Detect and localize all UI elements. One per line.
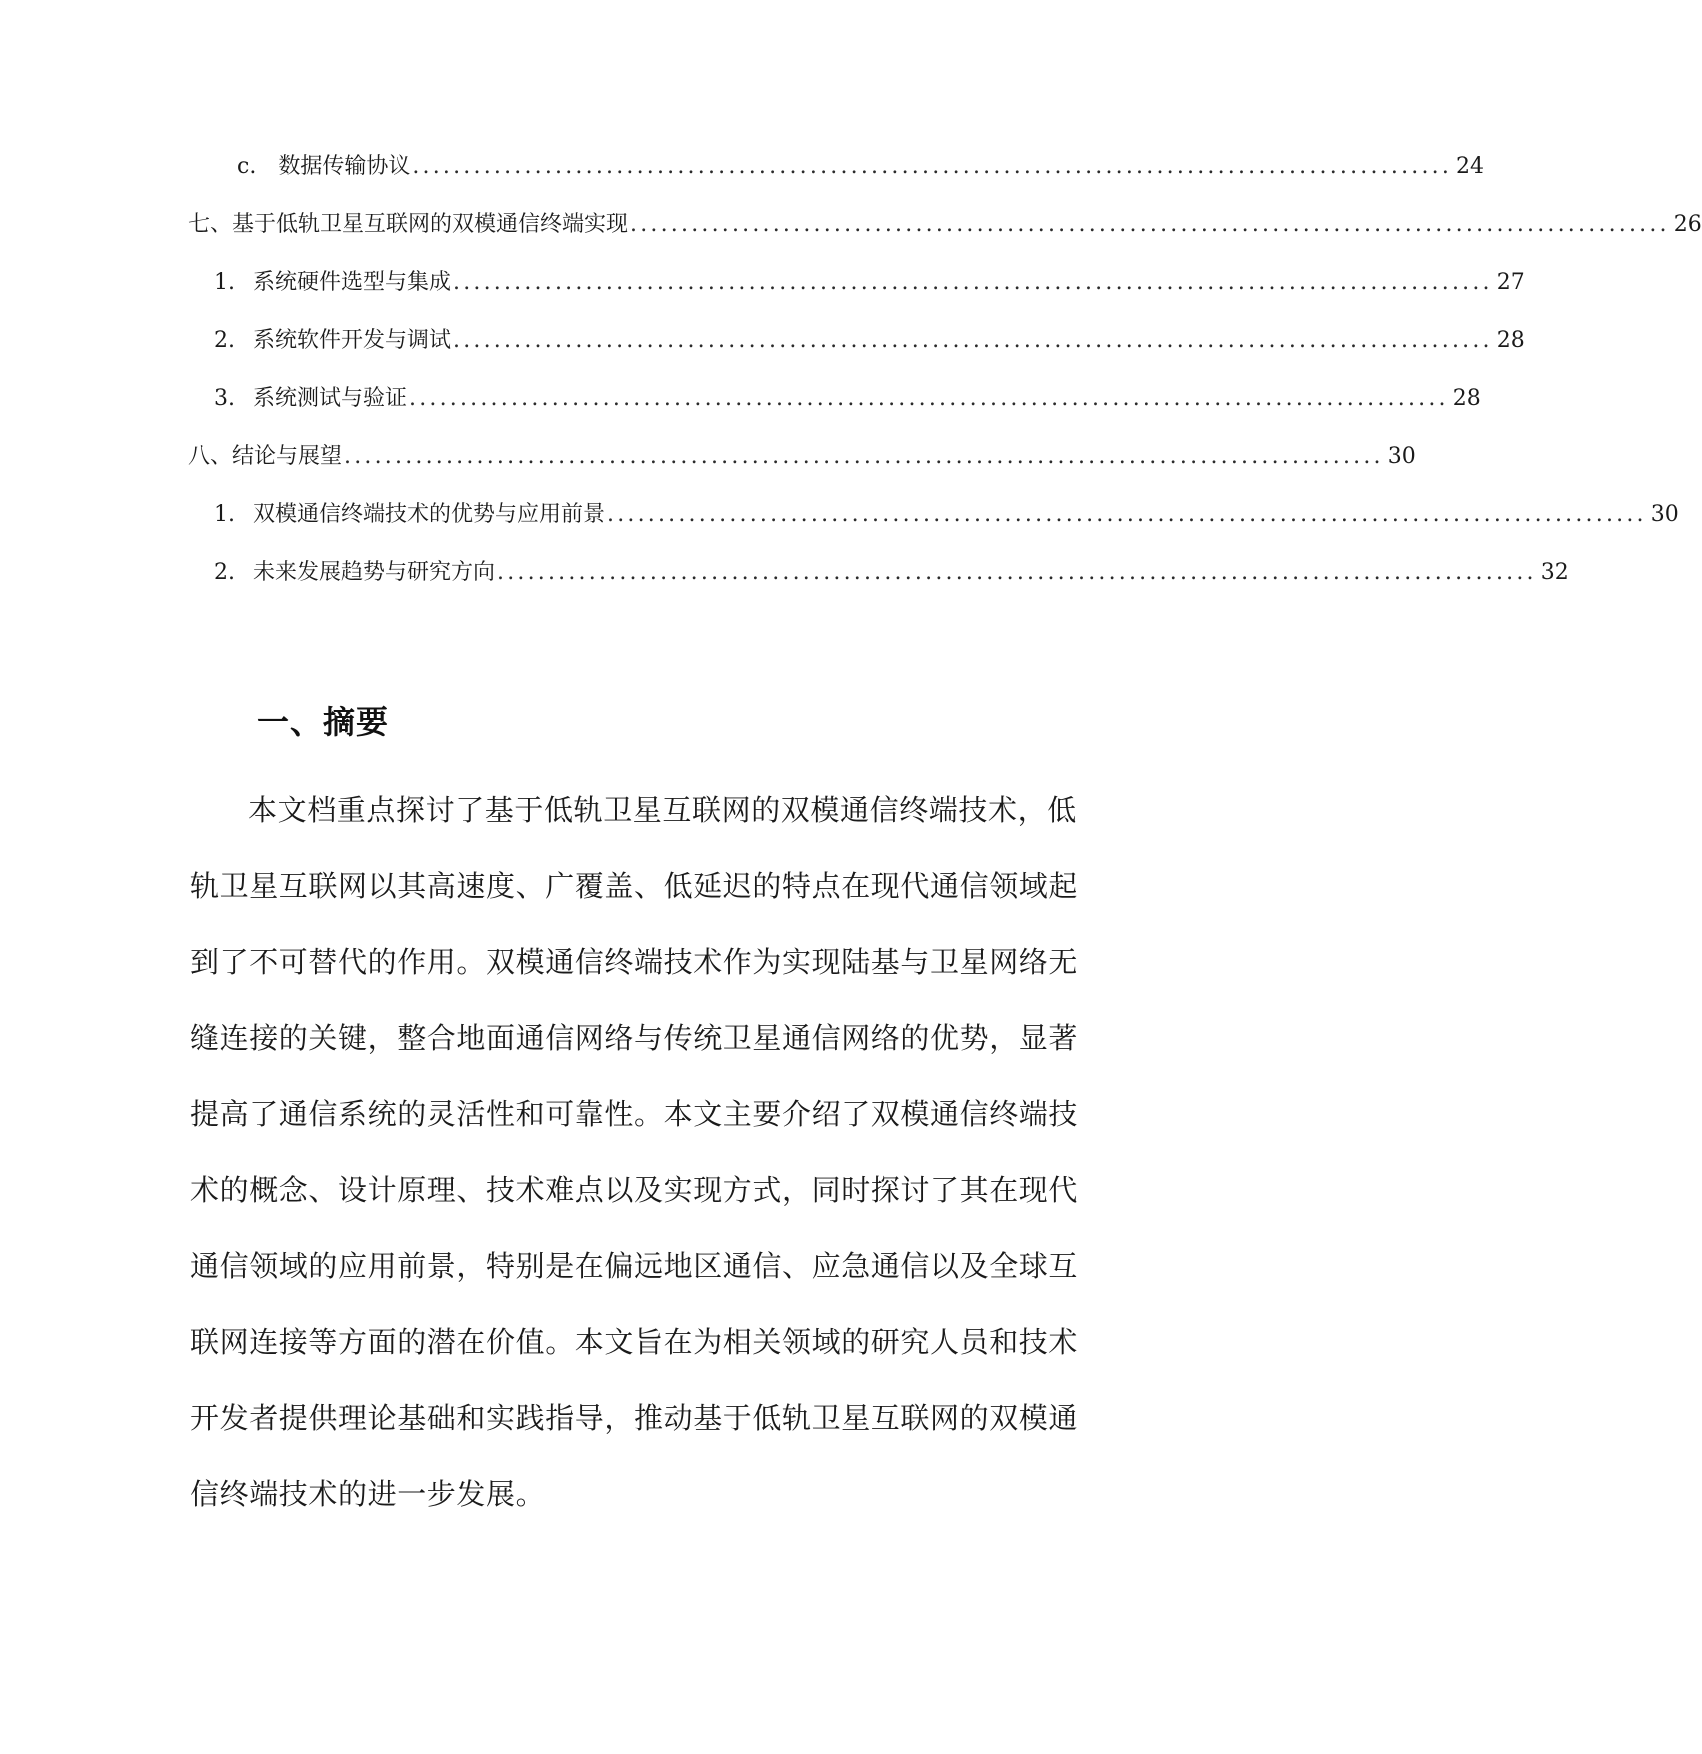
toc-entry-page: 28 <box>1452 386 1481 411</box>
toc-entry-page: 30 <box>1650 502 1679 527</box>
toc-entry-page: 24 <box>1456 154 1485 179</box>
toc-entry-title: 未来发展趋势与研究方向 <box>253 560 496 585</box>
toc-entry-title: 基于低轨卫星互联网的双模通信终端实现 <box>232 212 629 237</box>
toc-leader-dots: ...................................................................................................... <box>497 560 1537 585</box>
toc-leader-dots: ...................................................................................................... <box>412 154 1453 179</box>
paragraph-line: 到了不可替代的作用。双模通信终端技术作为实现陆基与卫星网络无 <box>190 945 1079 979</box>
toc-entry[interactable] <box>214 553 1569 593</box>
paragraph-line: 联网连接等方面的潜在价值。本文旨在为相关领域的研究人员和技术 <box>190 1325 1079 1359</box>
toc-entry-page: 32 <box>1540 560 1569 585</box>
toc-entry-page: 27 <box>1496 270 1525 295</box>
toc-leader-dots: ...................................................................................................... <box>409 386 1449 411</box>
toc-leader-dots: ...................................................................................................... <box>630 212 1670 237</box>
toc-leader-dots: ...................................................................................................... <box>453 328 1493 353</box>
paragraph-line: 术的概念、设计原理、技术难点以及实现方式，同时探讨了其在现代 <box>190 1173 1079 1207</box>
paragraph-line: 本文档重点探讨了基于低轨卫星互联网的双模通信终端技术，低 <box>248 793 1077 827</box>
toc-entry-number: 八、 <box>188 444 233 469</box>
toc-entry-title: 双模通信终端技术的优势与应用前景 <box>253 502 606 527</box>
paragraph-line: 通信领域的应用前景，特别是在偏远地区通信、应急通信以及全球互 <box>190 1249 1079 1283</box>
toc-entry[interactable] <box>188 205 1702 245</box>
toc-leader-dots: ...................................................................................................... <box>344 444 1384 469</box>
paragraph-line: 轨卫星互联网以其高速度、广覆盖、低延迟的特点在现代通信领域起 <box>190 869 1079 903</box>
toc-entry-page: 28 <box>1496 328 1525 353</box>
toc-leader-dots: ...................................................................................................... <box>453 270 1493 295</box>
toc-entry-number: 1. <box>214 502 235 527</box>
toc-entry[interactable] <box>188 437 1416 477</box>
toc-entry-title: 系统软件开发与调试 <box>253 328 452 353</box>
toc-entry-number: 七、 <box>188 212 233 237</box>
toc-leader-dots: ...................................................................................................... <box>607 502 1647 527</box>
toc-entry-number: 1. <box>214 270 235 295</box>
toc-entry[interactable] <box>214 495 1679 535</box>
toc-entry-title: 系统测试与验证 <box>253 386 408 411</box>
toc-entry-page: 30 <box>1387 444 1416 469</box>
toc-entry-title: 系统硬件选型与集成 <box>253 270 452 295</box>
toc-entry-number: 2. <box>214 560 235 585</box>
toc-entry-number: 2. <box>214 328 235 353</box>
toc-entry[interactable] <box>214 379 1481 419</box>
toc-entry-title: 结论与展望 <box>232 444 343 469</box>
toc-entry-page: 26 <box>1673 212 1702 237</box>
paragraph-line: 缝连接的关键，整合地面通信网络与传统卫星通信网络的优势，显著 <box>190 1021 1079 1055</box>
toc-entry[interactable] <box>214 263 1525 303</box>
paragraph-line: 提高了通信系统的灵活性和可靠性。本文主要介绍了双模通信终端技 <box>190 1097 1079 1131</box>
paragraph-line: 开发者提供理论基础和实践指导，推动基于低轨卫星互联网的双模通 <box>190 1401 1079 1435</box>
toc-entry-title: 数据传输协议 <box>278 154 411 179</box>
toc-entry[interactable] <box>237 147 1485 187</box>
toc-entry[interactable] <box>214 321 1525 361</box>
toc-entry-number: 3. <box>214 386 235 411</box>
paragraph-line: 信终端技术的进一步发展。 <box>190 1477 546 1511</box>
section-heading: 一、摘要 <box>257 703 390 741</box>
toc-entry-number: c. <box>237 154 257 179</box>
